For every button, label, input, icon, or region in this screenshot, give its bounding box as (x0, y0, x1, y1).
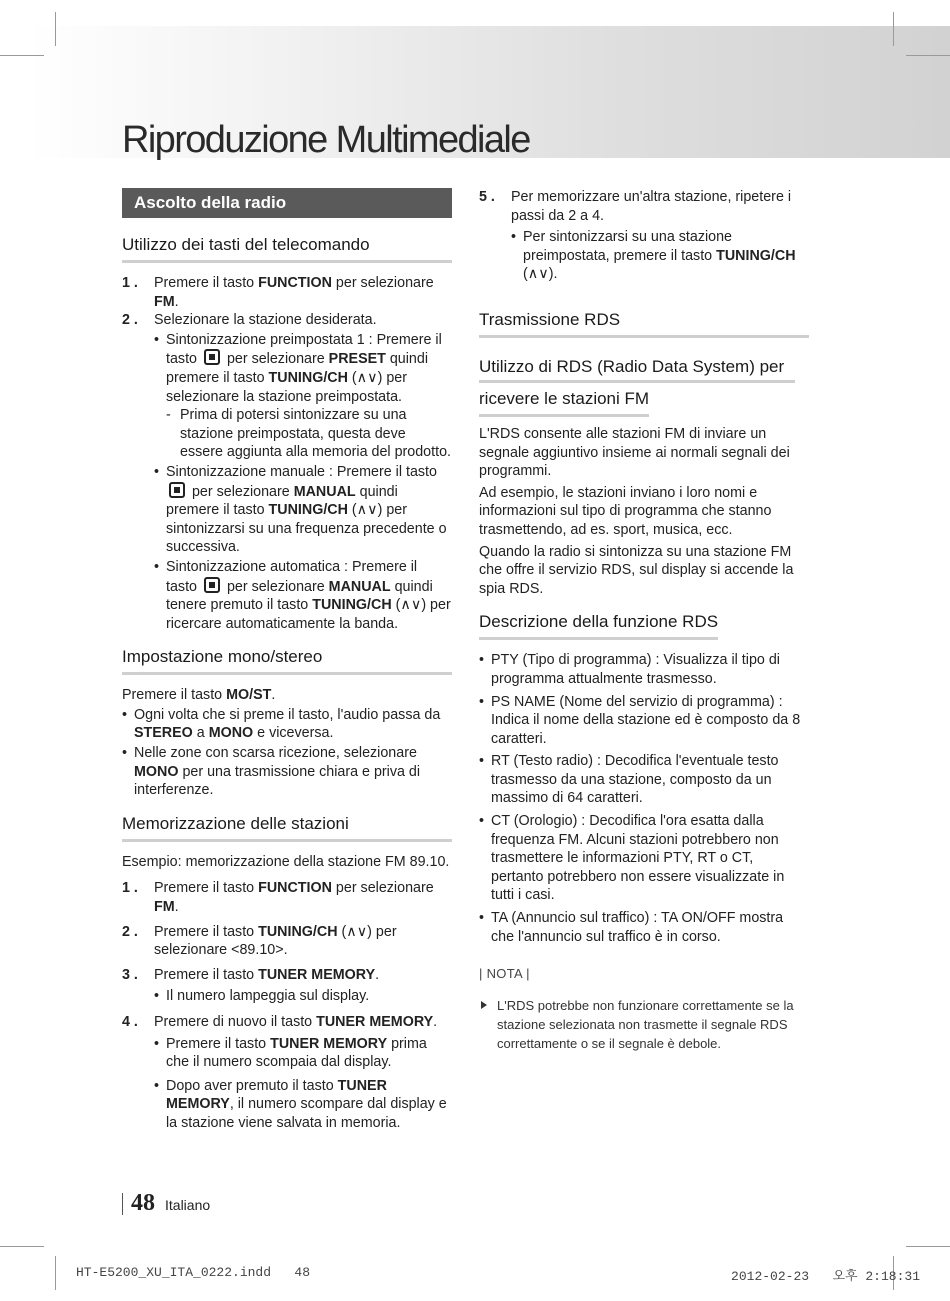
crop-mark (55, 1256, 56, 1290)
preset-note: - Prima di potersi sintonizzare su una stazione preimpostata, questa deve essere aggiunta alla memoria del prodotto. (166, 406, 452, 462)
rds-description-list (479, 651, 809, 946)
rds-description-heading: Descrizione della funzione RDS (479, 611, 718, 640)
rds-description-item: • PTY (Tipo di programma) : Visualizza il tipo di programma attualmente trasmesso. (479, 651, 809, 688)
mono-stereo-bullet: • Nelle zone con scarsa ricezione, selezionare MONO per una trasmissione chiara e priva di interferenze. (122, 744, 452, 800)
rds-description-item: • RT (Testo radio) : Decodifica l'eventuale testo trasmesso da una stazione, composto da un massimo di 64 caratteri. (479, 752, 809, 808)
section-title: Ascolto della radio (122, 188, 452, 218)
footer-separator (122, 1193, 123, 1215)
step-number: 2 . (122, 312, 138, 329)
mono-stereo-bullet: • Ogni volta che si preme il tasto, l'audio passa da STEREO a MONO e viceversa. (122, 706, 452, 743)
page-language: Italiano (165, 1197, 211, 1213)
crop-mark (55, 12, 56, 46)
memory-step-4-bullet: • Dopo aver premuto il tasto TUNER MEMORY, il numero scompare dal display e la stazione viene salvata in memoria. (154, 1077, 452, 1133)
rds-subheading: Utilizzo di RDS (Radio Data System) per (479, 356, 785, 376)
step-text: Selezionare la stazione desiderata. (154, 312, 377, 329)
rds-subheading-line-2: ricevere le stazioni FM (479, 388, 649, 417)
crop-mark (906, 55, 950, 56)
rds-description-item: • TA (Annuncio sul traffico) : TA ON/OFF mostra che l'annuncio sul traffico è in corso. (479, 909, 809, 946)
step-number: 3 . (122, 966, 138, 983)
print-slug-datetime: 2012-02-23 오후 2:18:31 (731, 1269, 920, 1284)
crop-mark (893, 12, 894, 46)
rds-paragraph: Quando la radio si sintonizza su una stazione FM che offre il servizio RDS, sul display si accende la spia RDS. (479, 543, 794, 597)
chapter-title: Riproduzione Multimediale (122, 119, 530, 161)
memory-step-3: 3 . Premere il tasto TUNER MEMORY. • Il numero lampeggia sul display. (122, 966, 452, 1007)
page-number: 48 (131, 1190, 155, 1216)
rds-heading: Trasmissione RDS (479, 309, 809, 338)
station-memory-intro: Esempio: memorizzazione della stazione FM 89.10. (122, 853, 450, 870)
crop-mark (906, 1246, 950, 1247)
crop-mark (0, 55, 44, 56)
right-column (479, 188, 809, 1053)
square-key-icon (204, 349, 220, 365)
left-column (122, 188, 452, 1134)
step-number: 5 . (479, 189, 495, 205)
rds-paragraph: Ad esempio, le stazioni inviano i loro nomi e informazioni sul tipo di programma che stanno trasmettendo, ad es. sport, musica, ecc. (479, 484, 772, 538)
memory-step-3-bullet: • Il numero lampeggia sul display. (154, 987, 452, 1006)
step-number: 1 . (122, 880, 138, 897)
mono-stereo-intro: Premere il tasto MO/ST. (122, 687, 276, 704)
memory-step-5: 5 . Per memorizzare un'altra stazione, ripetere i passi da 2 a 4. • Per sintonizzarsi su una stazione preimpostata, premere il tasto TUNING/CH (∧∨). (479, 188, 809, 285)
triangle-bullet-icon (481, 1001, 487, 1009)
step-number: 1 . (122, 275, 138, 291)
memory-step-4-bullet: • Premere il tasto TUNER MEMORY prima che il numero scompaia dal display. (154, 1035, 452, 1072)
rds-description-item: • PS NAME (Nome del servizio di programma) : Indica il nome della stazione ed è composto da 8 caratteri. (479, 693, 809, 749)
mono-stereo-heading: Impostazione mono/stereo (122, 646, 452, 675)
auto-tuning-bullet: • Sintonizzazione automatica : Premere il tasto per selezionare MANUAL quindi tenere premuto il tasto TUNING/CH (∧∨) per ricercare automaticamente la banda. (154, 558, 452, 633)
memory-step-2: 2 . Premere il tasto TUNING/CH (∧∨) per selezionare <89.10>. (122, 923, 397, 959)
memory-step-5-bullet: • Per sintonizzarsi su una stazione preimpostata, premere il tasto TUNING/CH (∧∨). (511, 228, 809, 284)
square-key-icon (204, 577, 220, 593)
memory-step-4: 4 . Premere di nuovo il tasto TUNER MEMORY. • Premere il tasto TUNER MEMORY prima che il numero scompaia dal display. • Dopo aver premuto il tasto TUNER MEMORY, il numero scompare dal display e la stazione viene salvata in memoria. (122, 1013, 452, 1134)
remote-step-1: 1 . Premere il tasto FUNCTION per selezionare FM. (122, 275, 434, 310)
station-memory-heading: Memorizzazione delle stazioni (122, 813, 452, 842)
note-label: | NOTA | (479, 966, 530, 982)
remote-step-2 (122, 311, 452, 634)
rds-paragraph: L'RDS consente alle stazioni FM di inviare un segnale aggiuntivo insieme ai normali segnali dei programmi. (479, 425, 790, 480)
remote-buttons-heading: Utilizzo dei tasti del telecomando (122, 234, 452, 263)
square-key-icon (169, 482, 185, 498)
note-item: L'RDS potrebbe non funzionare correttamente se la stazione selezionata non trasmette il segnale RDS correttamente o se il segnale è debole. (479, 996, 809, 1053)
manual-tuning-bullet: • Sintonizzazione manuale : Premere il tasto per selezionare MANUAL quindi premere il tasto TUNING/CH (∧∨) per sintonizzarsi su una frequenza precedente o successiva. (154, 463, 452, 557)
memory-step-1: 1 . Premere il tasto FUNCTION per selezionare FM. (122, 880, 434, 916)
page-footer (122, 1190, 210, 1217)
step-number: 4 . (122, 1014, 138, 1030)
print-slug-file: HT-E5200_XU_ITA_0222.indd 48 (76, 1265, 311, 1280)
crop-mark (0, 1246, 44, 1247)
step-number: 2 . (122, 923, 138, 940)
rds-description-item: • CT (Orologio) : Decodifica l'ora esatta dalla frequenza FM. Alcuni stazioni potrebbero non trasmettere le informazioni PTY, RT o CT, pertanto potrebbero non essere visualizzate in tutti i casi. (479, 812, 809, 905)
preset-tuning-bullet: • Sintonizzazione preimpostata 1 : Premere il tasto per selezionare PRESET quindi premere il tasto TUNING/CH (∧∨) per selezionare la stazione preimpostata. - Prima di potersi sintonizzare su una stazione preimpostata, questa deve essere aggiunta alla memoria del prodotto. (154, 331, 452, 462)
